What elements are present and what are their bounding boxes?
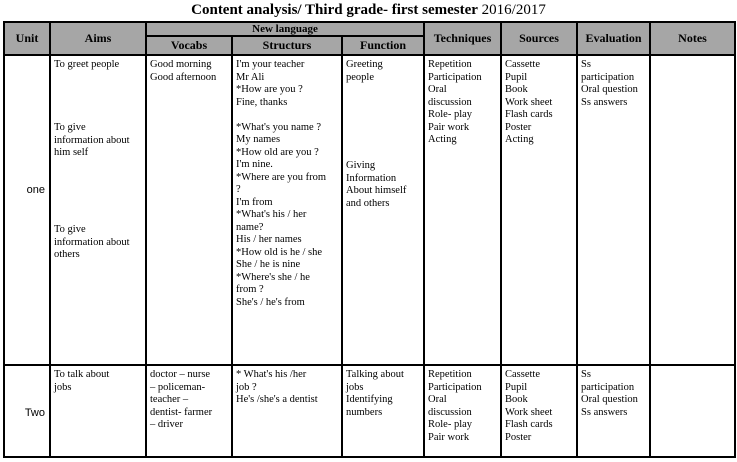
function-text: Giving Information About himself and others [346, 160, 407, 209]
function-cell [342, 365, 424, 457]
notes-cell [650, 365, 735, 457]
techniques-text: Repetition Participation Oral discussion Role- play Pair work [428, 369, 482, 443]
header-aims: Aims [50, 22, 146, 55]
techniques-cell [424, 365, 501, 457]
structurs-text: I'm your teacher Mr Ali *How are you ? Fine, thanks *What's you name ? My names *How old are you ? I'm nine. *Where are you from ? I'm from *What's his / her name? His / her names *How old is he / she She / he is nine *Where's she / he from ? She's / he's from [236, 59, 327, 308]
header-unit: Unit [4, 22, 50, 55]
sources-text: Cassette Pupil Book Work sheet Flash cards Poster [505, 369, 553, 443]
aim-text: To give information about others [54, 224, 130, 260]
aims-cell [50, 55, 146, 365]
function-text: Talking about jobs Identifying numbers [346, 369, 404, 418]
aim-text: To talk about jobs [54, 369, 110, 393]
table-row [4, 55, 735, 365]
techniques-cell [424, 55, 501, 365]
header-notes: Notes [650, 22, 735, 55]
header-sources: Sources [501, 22, 577, 55]
sources-text: Cassette Pupil Book Work sheet Flash cards Poster Acting [505, 59, 553, 145]
vocabs-text: doctor – nurse – policeman- teacher – dentist- farmer – driver [150, 369, 213, 430]
unit-label: Two [24, 407, 45, 419]
vocabs-cell [146, 55, 232, 365]
evaluation-cell [577, 365, 650, 457]
aim-text: To greet people [54, 59, 120, 70]
structurs-cell [232, 365, 342, 457]
sources-cell [501, 55, 577, 365]
header-techniques: Techniques [424, 22, 501, 55]
page-title [0, 0, 737, 20]
function-text: Greeting people [346, 59, 383, 83]
content-analysis-table [3, 21, 736, 458]
vocabs-cell [146, 365, 232, 457]
techniques-text: Repetition Participation Oral discussion Role- play Pair work Acting [428, 59, 482, 145]
evaluation-text: Ss participation Oral question Ss answers [581, 59, 638, 108]
structurs-cell [232, 55, 342, 365]
header-vocabs: Vocabs [146, 36, 232, 55]
evaluation-cell [577, 55, 650, 365]
header-structurs: Structurs [232, 36, 342, 55]
table-row [4, 365, 735, 457]
header-new-language: New language [146, 22, 424, 36]
evaluation-text: Ss participation Oral question Ss answers [581, 369, 638, 418]
notes-cell [650, 55, 735, 365]
aim-text: To give information about him self [54, 122, 130, 158]
sources-cell [501, 365, 577, 457]
header-function: Function [342, 36, 424, 55]
title-year: 2016/2017 [481, 2, 546, 18]
header-evaluation: Evaluation [577, 22, 650, 55]
unit-cell [4, 55, 50, 365]
vocabs-text: Good morning Good afternoon [150, 59, 217, 83]
function-cell [342, 55, 424, 365]
aims-cell [50, 365, 146, 457]
title-main: Content analysis/ Third grade- first semester [191, 2, 478, 18]
unit-label: one [26, 184, 45, 196]
header-row-top [4, 22, 735, 36]
structurs-text: * What's his /her job ? He's /she's a dentist [236, 369, 318, 405]
unit-cell [4, 365, 50, 457]
